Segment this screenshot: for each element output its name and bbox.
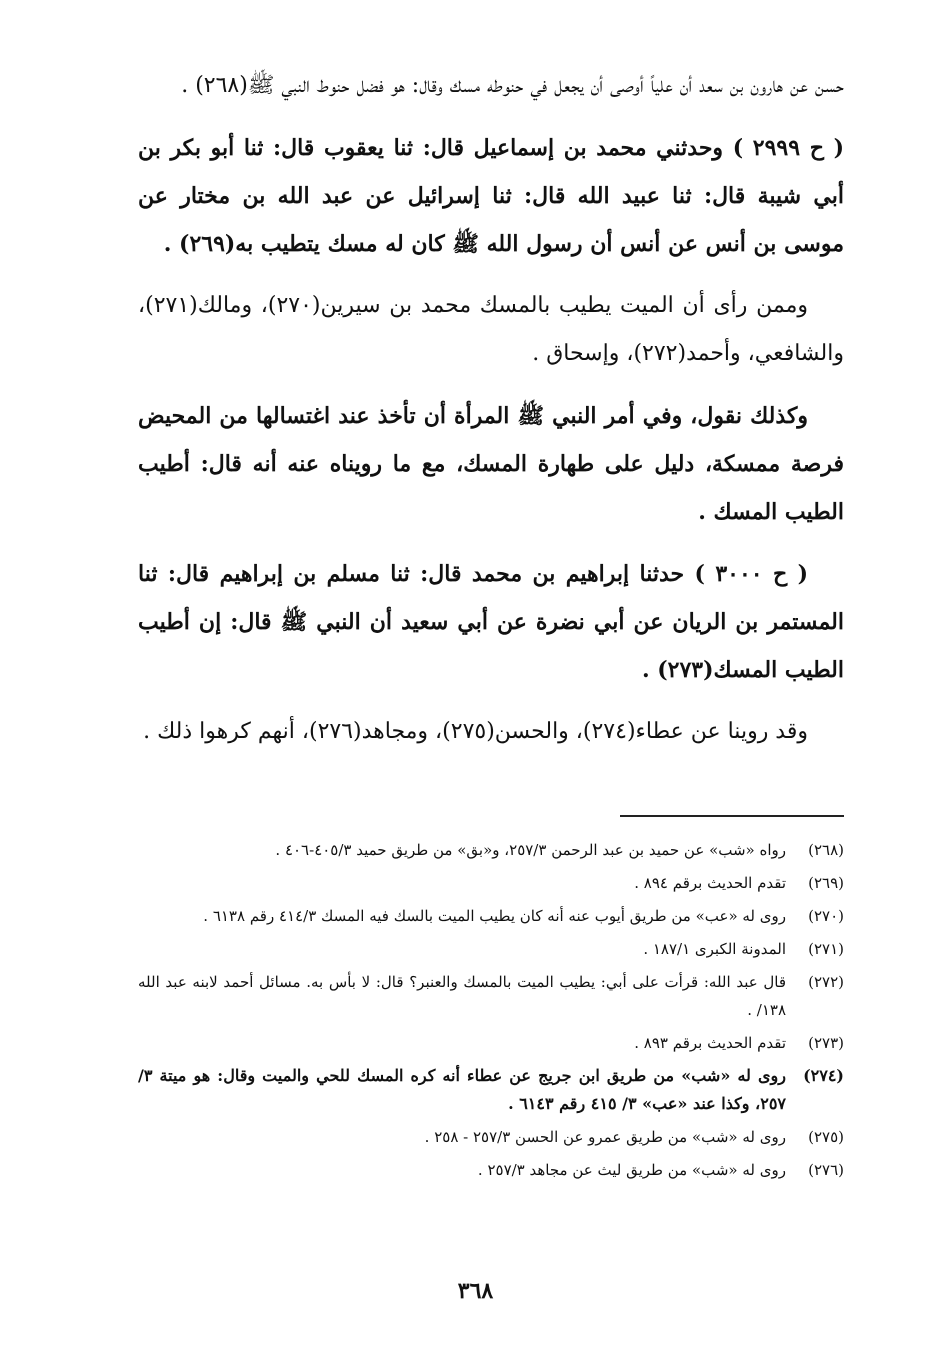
footnote — [138, 1062, 844, 1118]
footnote-text: قال عبد الله: قرأت على أبي: يطيب الميت بالمسك والعنبر؟ قال: لا بأس به. مسائل أحمد لابنه عبد الله ١٣٨/ . — [138, 973, 786, 1019]
footnote — [138, 935, 844, 963]
page-number: ٣٦٨ — [457, 1278, 494, 1304]
footnotes — [138, 836, 844, 1189]
footnote — [138, 869, 844, 897]
paragraph: وقد روينا عن عطاء(٢٧٤)، والحسن(٢٧٥)، ومجاهد(٢٧٦)، أنهم كرهوا ذلك . — [143, 719, 808, 744]
hadith-paragraph-3000: ( ح ٣٠٠٠ ) حدثنا إبراهيم بن محمد قال: ثنا مسلم بن إبراهيم قال: ثنا المستمر بن الريان عن أبي نضرة عن أبي سعيد أن النبي ﷺ قال: إن أطيب الطيب المسك(٢٧٣) . — [138, 561, 844, 683]
paragraph: وكذلك نقول، وفي أمر النبي ﷺ المرأة أن تأخذ عند اغتسالها من المحيض فرصة ممسكة، دليل على طهارة المسك، مع ما رويناه عنه أنه قال: أطيب الطيب المسك . — [138, 403, 844, 525]
footnote-number: (٢٧٢) — [808, 973, 844, 991]
footnote-text: روى له «عب» من طريق أيوب عنه أنه كان يطيب الميت بالسك فيه المسك ٤١٤/٣ رقم ٦١٣٨ . — [203, 907, 786, 925]
footnote-text: المدونة الكبرى ١٨٧/١ . — [643, 940, 786, 958]
footnote-number: (٢٦٨) — [808, 841, 844, 859]
footnote-text: روى له «شب» من طريق ابن جريج عن عطاء أنه كره المسك للحي والميت وقال: هو ميتة ٣/ ٢٥٧، وكذا عند «عب» ٣/ ٤١٥ رقم ٦١٤٣ . — [138, 1066, 786, 1113]
footnote-text: رواه «شب» عن حميد بن عبد الرحمن ٢٥٧/٣، و«بق» من طريق حميد ٤٠٥/٣-٤٠٦ . — [275, 841, 786, 859]
footnote — [138, 836, 844, 864]
footnote — [138, 968, 844, 1024]
paragraph: وممن رأى أن الميت يطيب بالمسك محمد بن سيرين(٢٧٠)، ومالك(٢٧١)، والشافعي، وأحمد(٢٧٢)، وإسحاق . — [138, 293, 844, 366]
footnote-text: تقدم الحديث برقم ٨٩٤ . — [634, 874, 786, 892]
footnote-number: (٢٧٠) — [808, 907, 844, 925]
footnote-number: (٢٧٥) — [808, 1128, 844, 1146]
footnote — [138, 1029, 844, 1057]
footnote-text: روى له «شب» من طريق ليث عن مجاهد ٢٥٧/٣ . — [477, 1161, 786, 1179]
paragraph: حسن عن هارون بن سعد أن علياً أوصى أن يجعل في حنوطه مسك وقال: هو فضل حنوط النبي ﷺ(٢٦٨) . — [181, 73, 844, 98]
footnote-number: (٢٧٦) — [808, 1161, 844, 1179]
footnote-separator — [620, 815, 844, 817]
footnote-number: (٢٧٣) — [808, 1034, 844, 1052]
hadith-paragraph-2999: ( ح ٢٩٩٩ ) وحدثني محمد بن إسماعيل قال: ثنا يعقوب قال: ثنا أبو بكر بن أبي شيبة قال: ثنا عبيد الله قال: ثنا إسرائيل عن عبد الله بن مختار عن موسى بن أنس عن أنس أن رسول الله ﷺ كان له مسك يتطيب به(٢٦٩) . — [138, 135, 844, 257]
footnote-number: (٢٧٤) — [803, 1066, 844, 1085]
footnote — [138, 902, 844, 930]
main-text — [138, 62, 844, 770]
footnote — [138, 1123, 844, 1151]
footnote-number: (٢٧١) — [808, 940, 844, 958]
footnote-text: تقدم الحديث برقم ٨٩٣ . — [634, 1034, 786, 1052]
footnote-text: روى له «شب» من طريق عمرو عن الحسن ٢٥٧/٣ - ٢٥٨ . — [424, 1128, 786, 1146]
footnote — [138, 1156, 844, 1184]
footnote-number: (٢٦٩) — [808, 874, 844, 892]
